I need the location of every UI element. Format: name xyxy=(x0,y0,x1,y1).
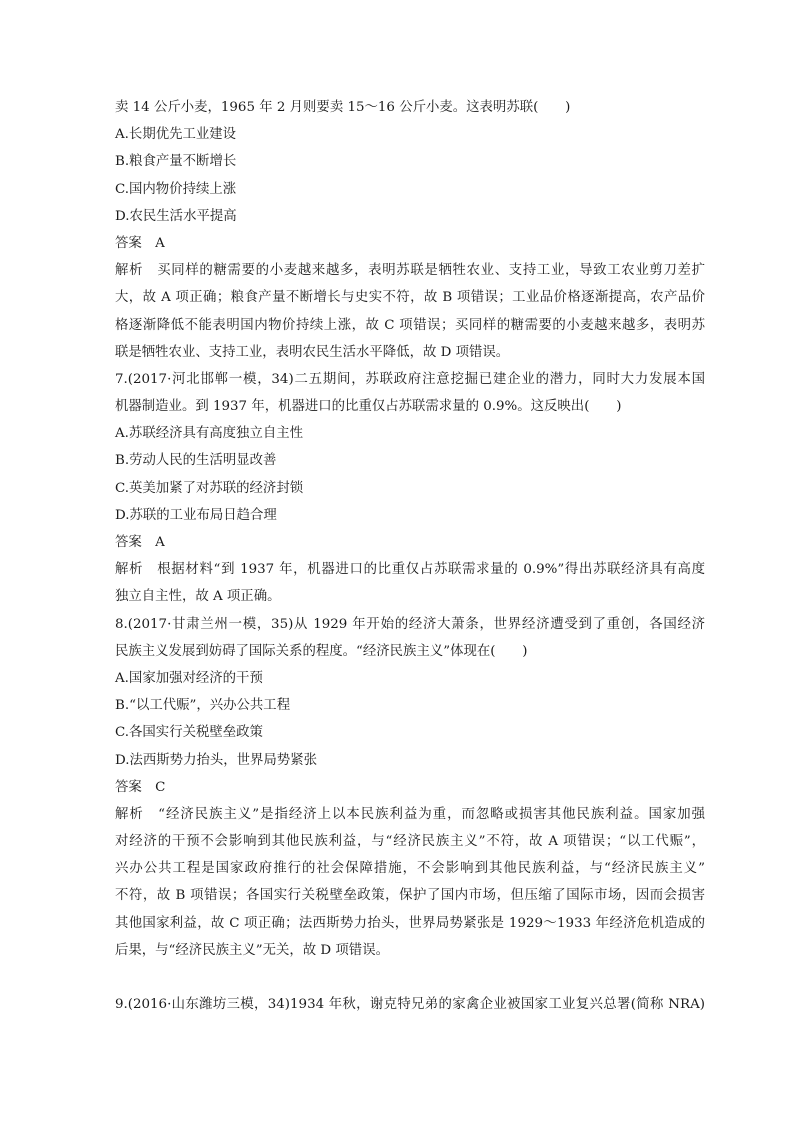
questions-block xyxy=(115,94,705,964)
text-line: 机器制造业。到 1937 年，机器进口的比重仅占苏联需求量的 0.9%。这反映出( ) xyxy=(115,399,622,415)
text-line: A.国家加强对经济的干预 xyxy=(115,670,263,686)
text-line: 解析 “经济民族主义”是指经济上以本民族利益为重，而忽略或损害其他民族利益。国家加强 xyxy=(115,806,705,822)
text-line: C.英美加紧了对苏联的经济封锁 xyxy=(115,480,304,496)
section-gap xyxy=(115,964,705,991)
text-line: 其他国家利益，故 C 项正确；法西斯势力抬头，世界局势紧张是 1929～1933 年经济危机造成的 xyxy=(115,915,705,931)
text-line: 不符，故 B 项错误；各国实行关税壁垒政策，保护了国内市场，但压缩了国际市场，因而会损害 xyxy=(115,888,705,904)
text-line: B.“以工代赈”，兴办公共工程 xyxy=(115,698,291,714)
text-line: 答案 A xyxy=(115,235,165,251)
text-line: 兴办公共工程是国家政府推行的社会保障措施，不会影响到其他民族利益，与“经济民族主义” xyxy=(115,861,705,877)
text-line: 9.(2016·山东潍坊三模，34)1934 年秋，谢克特兄弟的家禽企业被国家工业复兴总署(简称 NRA) xyxy=(115,997,705,1012)
text-line: C.各国实行关税壁垒政策 xyxy=(115,725,263,741)
text-line: 后果，与“经济民族主义”无关，故 D 项错误。 xyxy=(115,942,389,958)
text-line: D.法西斯势力抬头，世界局势紧张 xyxy=(115,752,317,768)
text-line: B.粮食产量不断增长 xyxy=(115,154,237,170)
text-line: B.劳动人民的生活明显改善 xyxy=(115,453,277,469)
text-line: 联是牺牲农业、支持工业，表明农民生活水平降低，故 D 项错误。 xyxy=(115,344,510,360)
text-line: A.苏联经济具有高度独立自主性 xyxy=(115,426,304,442)
text-line: 民族主义发展到妨碍了国际关系的程度。“经济民族主义”体现在( ) xyxy=(115,643,528,659)
next-question-block xyxy=(115,991,705,1018)
text-line: 8.(2017·甘肃兰州一模，35)从 1929 年开始的经济大萧条，世界经济遭受到了重创，各国经济 xyxy=(115,616,705,632)
text-line: 大，故 A 项正确；粮食产量不断增长与史实不符，故 B 项错误；工业品价格逐渐提高，农产品价 xyxy=(115,290,705,306)
text-line: D.农民生活水平提高 xyxy=(115,208,237,224)
text-line: 对经济的干预不会影响到其他民族利益，与“经济民族主义”不符，故 A 项错误；“以工代赈”， xyxy=(115,834,705,850)
text-line: 解析 根据材料“到 1937 年，机器进口的比重仅占苏联需求量的 0.9%”得出苏联经济具有高度 xyxy=(115,562,705,578)
text-line: C.国内物价持续上涨 xyxy=(115,181,237,197)
text-line: 答案 A xyxy=(115,535,165,550)
text-line: A.长期优先工业建设 xyxy=(115,127,237,143)
text-line: D.苏联的工业布局日趋合理 xyxy=(115,507,277,523)
document-body xyxy=(115,94,705,1018)
text-line: 独立自主性，故 A 项正确。 xyxy=(115,589,281,605)
text-line: 解析 买同样的糖需要的小麦越来越多，表明苏联是牺牲农业、支持工业，导致工农业剪刀差扩 xyxy=(115,263,705,279)
text-line: 卖 14 公斤小麦，1965 年 2 月则要卖 15～16 公斤小麦。这表明苏联( ) xyxy=(115,100,571,115)
text-line: 7.(2017·河北邯郸一模，34)二五期间，苏联政府注意挖掘已建企业的潜力，同时大力发展本国 xyxy=(115,371,705,387)
text-line: 格逐渐降低不能表明国内物价持续上涨，故 C 项错误；买同样的糖需要的小麦越来越多，表明苏 xyxy=(115,317,705,333)
text-line: 答案 C xyxy=(115,779,166,795)
